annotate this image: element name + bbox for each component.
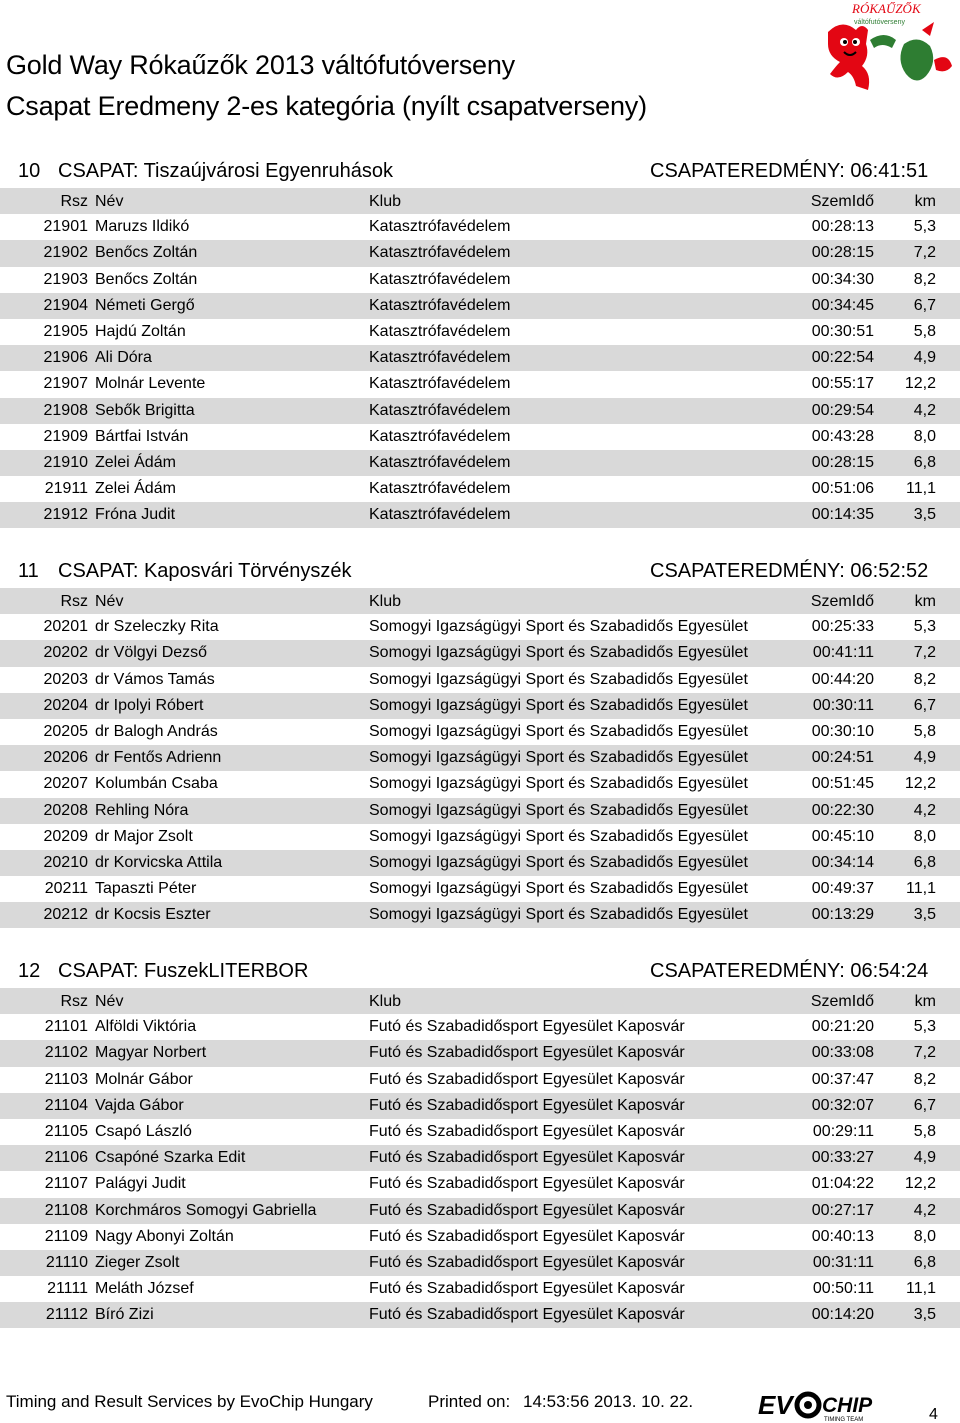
cell-rsz: 21902 bbox=[43, 244, 88, 262]
cell-ido: 00:55:17 bbox=[811, 375, 874, 393]
team-name: CSAPAT: Tiszaújvárosi Egyenruhások bbox=[58, 160, 393, 182]
cell-nev: dr Völgyi Dezső bbox=[95, 644, 208, 662]
table-row bbox=[0, 640, 960, 666]
cell-nev: Zelei Ádám bbox=[95, 480, 176, 498]
table-row bbox=[0, 1276, 960, 1302]
footer-printed-label: Printed on: bbox=[428, 1392, 511, 1411]
team-section bbox=[0, 952, 960, 1328]
table-row bbox=[0, 771, 960, 797]
cell-km: 11,1 bbox=[906, 480, 936, 498]
table-row bbox=[0, 240, 960, 266]
table-row bbox=[0, 319, 960, 345]
cell-km: 4,9 bbox=[913, 1149, 936, 1167]
evochip-logo-icon bbox=[758, 1388, 888, 1422]
cell-km: 7,2 bbox=[913, 1044, 936, 1062]
cell-ido: 00:34:14 bbox=[811, 853, 874, 871]
team-place: 12 bbox=[18, 960, 41, 982]
cell-ido: 00:13:29 bbox=[811, 906, 874, 924]
cell-ido: 00:31:11 bbox=[812, 1253, 874, 1271]
cell-km: 4,9 bbox=[913, 349, 936, 367]
table-row bbox=[0, 614, 960, 640]
cell-nev: Magyar Norbert bbox=[95, 1044, 207, 1062]
cell-nev: Bártfai István bbox=[95, 427, 189, 445]
cell-ido: 01:04:22 bbox=[811, 1175, 874, 1193]
cell-klub: Futó és Szabadidősport Egyesület Kaposvár bbox=[369, 1018, 685, 1036]
cell-nev: dr Szeleczky Rita bbox=[95, 618, 219, 636]
cell-klub: Futó és Szabadidősport Egyesület Kaposvár bbox=[369, 1201, 685, 1219]
cell-klub: Futó és Szabadidősport Egyesület Kaposvár bbox=[369, 1306, 685, 1324]
cell-nev: Meláth József bbox=[95, 1280, 194, 1298]
cell-km: 6,8 bbox=[913, 853, 936, 871]
cell-klub: Futó és Szabadidősport Egyesület Kaposvár bbox=[369, 1149, 685, 1167]
col-klub-header: Klub bbox=[369, 993, 402, 1010]
cell-ido: 00:34:45 bbox=[811, 296, 874, 314]
cell-km: 11,1 bbox=[906, 880, 936, 898]
cell-km: 6,8 bbox=[913, 1253, 936, 1271]
cell-km: 7,2 bbox=[913, 244, 936, 262]
table-row bbox=[0, 876, 960, 902]
table-row bbox=[0, 1014, 960, 1040]
cell-klub: Futó és Szabadidősport Egyesület Kaposvár bbox=[369, 1044, 685, 1062]
cell-klub: Katasztrófavédelem bbox=[369, 453, 511, 471]
fox-mascot-icon bbox=[818, 0, 960, 100]
cell-nev: Molnár Levente bbox=[95, 375, 206, 393]
cell-rsz: 21910 bbox=[43, 453, 88, 471]
cell-rsz: 21909 bbox=[43, 427, 88, 445]
col-ido-header: SzemIdő bbox=[810, 193, 874, 210]
cell-km: 8,0 bbox=[913, 1227, 936, 1245]
table-row bbox=[0, 1171, 960, 1197]
cell-ido: 00:30:10 bbox=[811, 722, 874, 740]
cell-rsz: 21911 bbox=[44, 480, 88, 498]
table-row bbox=[0, 293, 960, 319]
table-row bbox=[0, 1067, 960, 1093]
cell-rsz: 21907 bbox=[43, 375, 88, 393]
cell-klub: Somogyi Igazságügyi Sport és Szabadidős Egyesület bbox=[369, 696, 748, 714]
cell-klub: Somogyi Igazságügyi Sport és Szabadidős Egyesület bbox=[369, 906, 748, 924]
team-rows bbox=[0, 614, 960, 928]
team-header bbox=[0, 152, 960, 188]
cell-km: 8,2 bbox=[913, 670, 936, 688]
team-section bbox=[0, 152, 960, 528]
table-row bbox=[0, 1093, 960, 1119]
cell-rsz: 21105 bbox=[44, 1122, 88, 1140]
cell-klub: Somogyi Igazságügyi Sport és Szabadidős Egyesület bbox=[369, 749, 748, 767]
cell-klub: Futó és Szabadidősport Egyesület Kaposvár bbox=[369, 1070, 685, 1088]
cell-rsz: 20203 bbox=[43, 670, 88, 688]
cell-ido: 00:29:11 bbox=[812, 1122, 874, 1140]
cell-klub: Katasztrófavédelem bbox=[369, 401, 511, 419]
evochip-logo-tag: TIMING TEAM bbox=[824, 1417, 864, 1422]
cell-ido: 00:40:13 bbox=[811, 1227, 874, 1245]
cell-nev: Fróna Judit bbox=[95, 506, 176, 524]
table-row bbox=[0, 1040, 960, 1066]
col-klub-header: Klub bbox=[369, 593, 402, 610]
cell-klub: Katasztrófavédelem bbox=[369, 506, 511, 524]
cell-nev: dr Fentős Adrienn bbox=[95, 749, 222, 767]
cell-klub: Somogyi Igazságügyi Sport és Szabadidős Egyesület bbox=[369, 722, 748, 740]
cell-klub: Katasztrófavédelem bbox=[369, 296, 511, 314]
cell-rsz: 21106 bbox=[44, 1149, 88, 1167]
cell-klub: Futó és Szabadidősport Egyesület Kaposvár bbox=[369, 1122, 685, 1140]
cell-klub: Somogyi Igazságügyi Sport és Szabadidős Egyesület bbox=[369, 880, 748, 898]
cell-klub: Futó és Szabadidősport Egyesület Kaposvár bbox=[369, 1096, 685, 1114]
cell-rsz: 21908 bbox=[43, 401, 88, 419]
cell-rsz: 20206 bbox=[43, 749, 88, 767]
table-row bbox=[0, 902, 960, 928]
cell-nev: Rehling Nóra bbox=[95, 801, 189, 819]
cell-rsz: 20207 bbox=[43, 775, 88, 793]
cell-klub: Futó és Szabadidősport Egyesület Kaposvár bbox=[369, 1253, 685, 1271]
table-row bbox=[0, 1198, 960, 1224]
cell-ido: 00:14:35 bbox=[811, 506, 874, 524]
team-result: CSAPATEREDMÉNY: 06:54:24 bbox=[650, 960, 929, 982]
cell-ido: 00:24:51 bbox=[811, 749, 874, 767]
cell-ido: 00:33:27 bbox=[811, 1149, 874, 1167]
cell-ido: 00:41:11 bbox=[812, 644, 874, 662]
cell-nev: Csapóné Szarka Edit bbox=[95, 1149, 246, 1167]
cell-km: 6,7 bbox=[913, 296, 936, 314]
cell-km: 8,2 bbox=[913, 270, 936, 288]
cell-klub: Somogyi Igazságügyi Sport és Szabadidős Egyesület bbox=[369, 618, 748, 636]
cell-rsz: 20202 bbox=[43, 644, 88, 662]
cell-ido: 00:25:33 bbox=[811, 618, 874, 636]
cell-nev: Molnár Gábor bbox=[95, 1070, 193, 1088]
cell-klub: Futó és Szabadidősport Egyesület Kaposvár bbox=[369, 1175, 685, 1193]
cell-rsz: 21901 bbox=[43, 218, 88, 236]
team-rows bbox=[0, 1014, 960, 1328]
col-rsz-header: Rsz bbox=[60, 993, 88, 1010]
logo-text-brand: RÓKAŰZŐK bbox=[852, 1, 921, 16]
col-klub-header: Klub bbox=[369, 193, 402, 210]
cell-klub: Katasztrófavédelem bbox=[369, 218, 511, 236]
table-row bbox=[0, 1119, 960, 1145]
page-subtitle: Csapat Eredmeny 2-es kategória (nyílt csapatverseny) bbox=[6, 91, 647, 121]
cell-nev: Zieger Zsolt bbox=[95, 1253, 180, 1271]
cell-ido: 00:34:30 bbox=[811, 270, 874, 288]
table-row bbox=[0, 424, 960, 450]
column-header-row bbox=[0, 988, 960, 1014]
cell-km: 4,2 bbox=[913, 801, 936, 819]
cell-nev: Kolumbán Csaba bbox=[95, 775, 218, 793]
cell-rsz: 20208 bbox=[43, 801, 88, 819]
cell-nev: Palágyi Judit bbox=[95, 1175, 186, 1193]
table-row bbox=[0, 1224, 960, 1250]
cell-ido: 00:49:37 bbox=[811, 880, 874, 898]
cell-nev: Tapaszti Péter bbox=[95, 880, 197, 898]
cell-ido: 00:37:47 bbox=[811, 1070, 874, 1088]
cell-km: 6,7 bbox=[913, 1096, 936, 1114]
cell-rsz: 20204 bbox=[43, 696, 88, 714]
evochip-logo-chip: CHIP bbox=[822, 1394, 873, 1417]
cell-nev: Vajda Gábor bbox=[95, 1096, 184, 1114]
cell-rsz: 21912 bbox=[43, 506, 88, 524]
cell-nev: Nagy Abonyi Zoltán bbox=[95, 1227, 234, 1245]
col-km-header: km bbox=[914, 193, 936, 210]
cell-km: 12,2 bbox=[904, 1175, 936, 1193]
table-row bbox=[0, 850, 960, 876]
cell-ido: 00:28:15 bbox=[811, 453, 874, 471]
cell-km: 8,0 bbox=[913, 827, 936, 845]
team-header bbox=[0, 552, 960, 588]
team-name: CSAPAT: Kaposvári Törvényszék bbox=[58, 560, 352, 582]
cell-nev: dr Vámos Tamás bbox=[95, 670, 215, 688]
cell-rsz: 21905 bbox=[43, 322, 88, 340]
table-row bbox=[0, 1302, 960, 1328]
cell-klub: Futó és Szabadidősport Egyesület Kaposvár bbox=[369, 1280, 685, 1298]
footer-printed-value: 14:53:56 2013. 10. 22. bbox=[523, 1392, 694, 1411]
cell-klub: Katasztrófavédelem bbox=[369, 427, 511, 445]
table-row bbox=[0, 345, 960, 371]
cell-klub: Katasztrófavédelem bbox=[369, 349, 511, 367]
cell-nev: Hajdú Zoltán bbox=[95, 322, 186, 340]
cell-rsz: 20211 bbox=[44, 880, 88, 898]
cell-nev: Maruzs Ildikó bbox=[95, 218, 190, 236]
cell-km: 6,8 bbox=[913, 453, 936, 471]
cell-rsz: 21903 bbox=[43, 270, 88, 288]
cell-rsz: 20201 bbox=[43, 618, 88, 636]
cell-km: 8,0 bbox=[913, 427, 936, 445]
cell-km: 7,2 bbox=[913, 644, 936, 662]
cell-km: 3,5 bbox=[913, 506, 936, 524]
cell-km: 12,2 bbox=[904, 375, 936, 393]
cell-rsz: 21102 bbox=[44, 1044, 88, 1062]
cell-km: 12,2 bbox=[904, 775, 936, 793]
table-row bbox=[0, 476, 960, 502]
cell-ido: 00:44:20 bbox=[811, 670, 874, 688]
cell-km: 5,8 bbox=[913, 722, 936, 740]
evochip-logo-evo: EV bbox=[758, 1390, 793, 1420]
table-row bbox=[0, 214, 960, 240]
cell-nev: Zelei Ádám bbox=[95, 453, 176, 471]
cell-rsz: 21110 bbox=[45, 1253, 88, 1271]
team-rows bbox=[0, 214, 960, 528]
cell-rsz: 21109 bbox=[44, 1227, 88, 1245]
table-row bbox=[0, 719, 960, 745]
cell-rsz: 21107 bbox=[44, 1175, 88, 1193]
cell-klub: Somogyi Igazságügyi Sport és Szabadidős Egyesület bbox=[369, 801, 748, 819]
team-result: CSAPATEREDMÉNY: 06:41:51 bbox=[650, 160, 929, 182]
cell-rsz: 21904 bbox=[43, 296, 88, 314]
col-ido-header: SzemIdő bbox=[810, 993, 874, 1010]
cell-nev: dr Korvicska Attila bbox=[95, 853, 223, 871]
cell-rsz: 21108 bbox=[44, 1201, 88, 1219]
cell-km: 3,5 bbox=[913, 1306, 936, 1324]
column-header-row bbox=[0, 588, 960, 614]
cell-nev: dr Major Zsolt bbox=[95, 827, 193, 845]
cell-km: 5,3 bbox=[913, 618, 936, 636]
cell-klub: Somogyi Igazságügyi Sport és Szabadidős Egyesület bbox=[369, 775, 748, 793]
cell-rsz: 20205 bbox=[43, 722, 88, 740]
table-row bbox=[0, 745, 960, 771]
cell-klub: Somogyi Igazságügyi Sport és Szabadidős Egyesület bbox=[369, 644, 748, 662]
table-row bbox=[0, 798, 960, 824]
cell-ido: 00:50:11 bbox=[812, 1280, 874, 1298]
cell-rsz: 20210 bbox=[43, 853, 88, 871]
col-rsz-header: Rsz bbox=[60, 193, 88, 210]
cell-ido: 00:43:28 bbox=[811, 427, 874, 445]
cell-rsz: 21104 bbox=[44, 1096, 88, 1114]
cell-ido: 00:30:11 bbox=[812, 696, 874, 714]
cell-nev: dr Ipolyi Róbert bbox=[95, 696, 204, 714]
page-number: 4 bbox=[929, 1406, 938, 1423]
team-result: CSAPATEREDMÉNY: 06:52:52 bbox=[650, 560, 929, 582]
cell-klub: Katasztrófavédelem bbox=[369, 244, 511, 262]
cell-ido: 00:33:08 bbox=[811, 1044, 874, 1062]
cell-rsz: 21111 bbox=[47, 1280, 88, 1298]
page-title: Gold Way Rókaűzők 2013 váltófutóverseny bbox=[6, 50, 515, 80]
cell-km: 5,8 bbox=[913, 322, 936, 340]
cell-nev: dr Kocsis Eszter bbox=[95, 906, 211, 924]
cell-rsz: 21112 bbox=[45, 1306, 88, 1324]
cell-klub: Somogyi Igazságügyi Sport és Szabadidős Egyesület bbox=[369, 670, 748, 688]
col-nev-header: Név bbox=[95, 193, 124, 210]
cell-ido: 00:14:20 bbox=[811, 1306, 874, 1324]
col-rsz-header: Rsz bbox=[60, 593, 88, 610]
cell-klub: Katasztrófavédelem bbox=[369, 270, 511, 288]
cell-rsz: 21101 bbox=[44, 1018, 88, 1036]
team-header bbox=[0, 952, 960, 988]
cell-nev: Sebők Brigitta bbox=[95, 401, 195, 419]
table-row bbox=[0, 693, 960, 719]
cell-klub: Katasztrófavédelem bbox=[369, 375, 511, 393]
cell-ido: 00:21:20 bbox=[811, 1018, 874, 1036]
cell-nev: Csapó László bbox=[95, 1122, 192, 1140]
cell-klub: Somogyi Igazságügyi Sport és Szabadidős Egyesület bbox=[369, 827, 748, 845]
col-nev-header: Név bbox=[95, 593, 124, 610]
col-km-header: km bbox=[914, 993, 936, 1010]
column-header-row bbox=[0, 188, 960, 214]
cell-nev: Alföldi Viktória bbox=[95, 1018, 197, 1036]
cell-rsz: 20212 bbox=[43, 906, 88, 924]
cell-nev: Ali Dóra bbox=[95, 349, 152, 367]
team-section bbox=[0, 552, 960, 928]
cell-rsz: 21103 bbox=[44, 1070, 88, 1088]
col-km-header: km bbox=[914, 593, 936, 610]
cell-ido: 00:28:13 bbox=[811, 218, 874, 236]
table-row bbox=[0, 667, 960, 693]
footer-services-text: Timing and Result Services by EvoChip Hungary bbox=[6, 1392, 373, 1411]
team-place: 10 bbox=[18, 160, 41, 182]
table-row bbox=[0, 1250, 960, 1276]
cell-km: 4,2 bbox=[913, 1201, 936, 1219]
cell-klub: Katasztrófavédelem bbox=[369, 480, 511, 498]
cell-km: 5,8 bbox=[913, 1122, 936, 1140]
table-row bbox=[0, 1145, 960, 1171]
table-row bbox=[0, 267, 960, 293]
cell-nev: Benőcs Zoltán bbox=[95, 270, 198, 288]
cell-nev: Benőcs Zoltán bbox=[95, 244, 198, 262]
table-row bbox=[0, 371, 960, 397]
cell-nev: Németi Gergő bbox=[95, 296, 195, 314]
col-nev-header: Név bbox=[95, 993, 124, 1010]
cell-nev: Bíró Zizi bbox=[95, 1306, 154, 1324]
cell-rsz: 21906 bbox=[43, 349, 88, 367]
cell-klub: Somogyi Igazságügyi Sport és Szabadidős Egyesület bbox=[369, 853, 748, 871]
cell-ido: 00:51:45 bbox=[811, 775, 874, 793]
cell-ido: 00:51:06 bbox=[811, 480, 874, 498]
cell-km: 3,5 bbox=[913, 906, 936, 924]
cell-km: 4,9 bbox=[913, 749, 936, 767]
logo-text-tagline: váltófutóverseny bbox=[854, 19, 905, 26]
table-row bbox=[0, 502, 960, 528]
cell-ido: 00:30:51 bbox=[811, 322, 874, 340]
cell-ido: 00:27:17 bbox=[811, 1201, 874, 1219]
team-place: 11 bbox=[18, 560, 39, 582]
team-name: CSAPAT: FuszekLITERBOR bbox=[58, 960, 309, 982]
table-row bbox=[0, 450, 960, 476]
cell-km: 4,2 bbox=[913, 401, 936, 419]
col-ido-header: SzemIdő bbox=[810, 593, 874, 610]
cell-km: 5,3 bbox=[913, 218, 936, 236]
cell-ido: 00:32:07 bbox=[811, 1096, 874, 1114]
cell-km: 6,7 bbox=[913, 696, 936, 714]
cell-ido: 00:22:30 bbox=[811, 801, 874, 819]
cell-rsz: 20209 bbox=[43, 827, 88, 845]
cell-ido: 00:28:15 bbox=[811, 244, 874, 262]
cell-km: 5,3 bbox=[913, 1018, 936, 1036]
cell-nev: dr Balogh András bbox=[95, 722, 218, 740]
cell-ido: 00:29:54 bbox=[811, 401, 874, 419]
cell-km: 11,1 bbox=[906, 1280, 936, 1298]
cell-klub: Futó és Szabadidősport Egyesület Kaposvár bbox=[369, 1227, 685, 1245]
table-row bbox=[0, 824, 960, 850]
cell-nev: Korchmáros Somogyi Gabriella bbox=[95, 1201, 317, 1219]
cell-ido: 00:22:54 bbox=[811, 349, 874, 367]
cell-ido: 00:45:10 bbox=[811, 827, 874, 845]
cell-km: 8,2 bbox=[913, 1070, 936, 1088]
cell-klub: Katasztrófavédelem bbox=[369, 322, 511, 340]
table-row bbox=[0, 398, 960, 424]
